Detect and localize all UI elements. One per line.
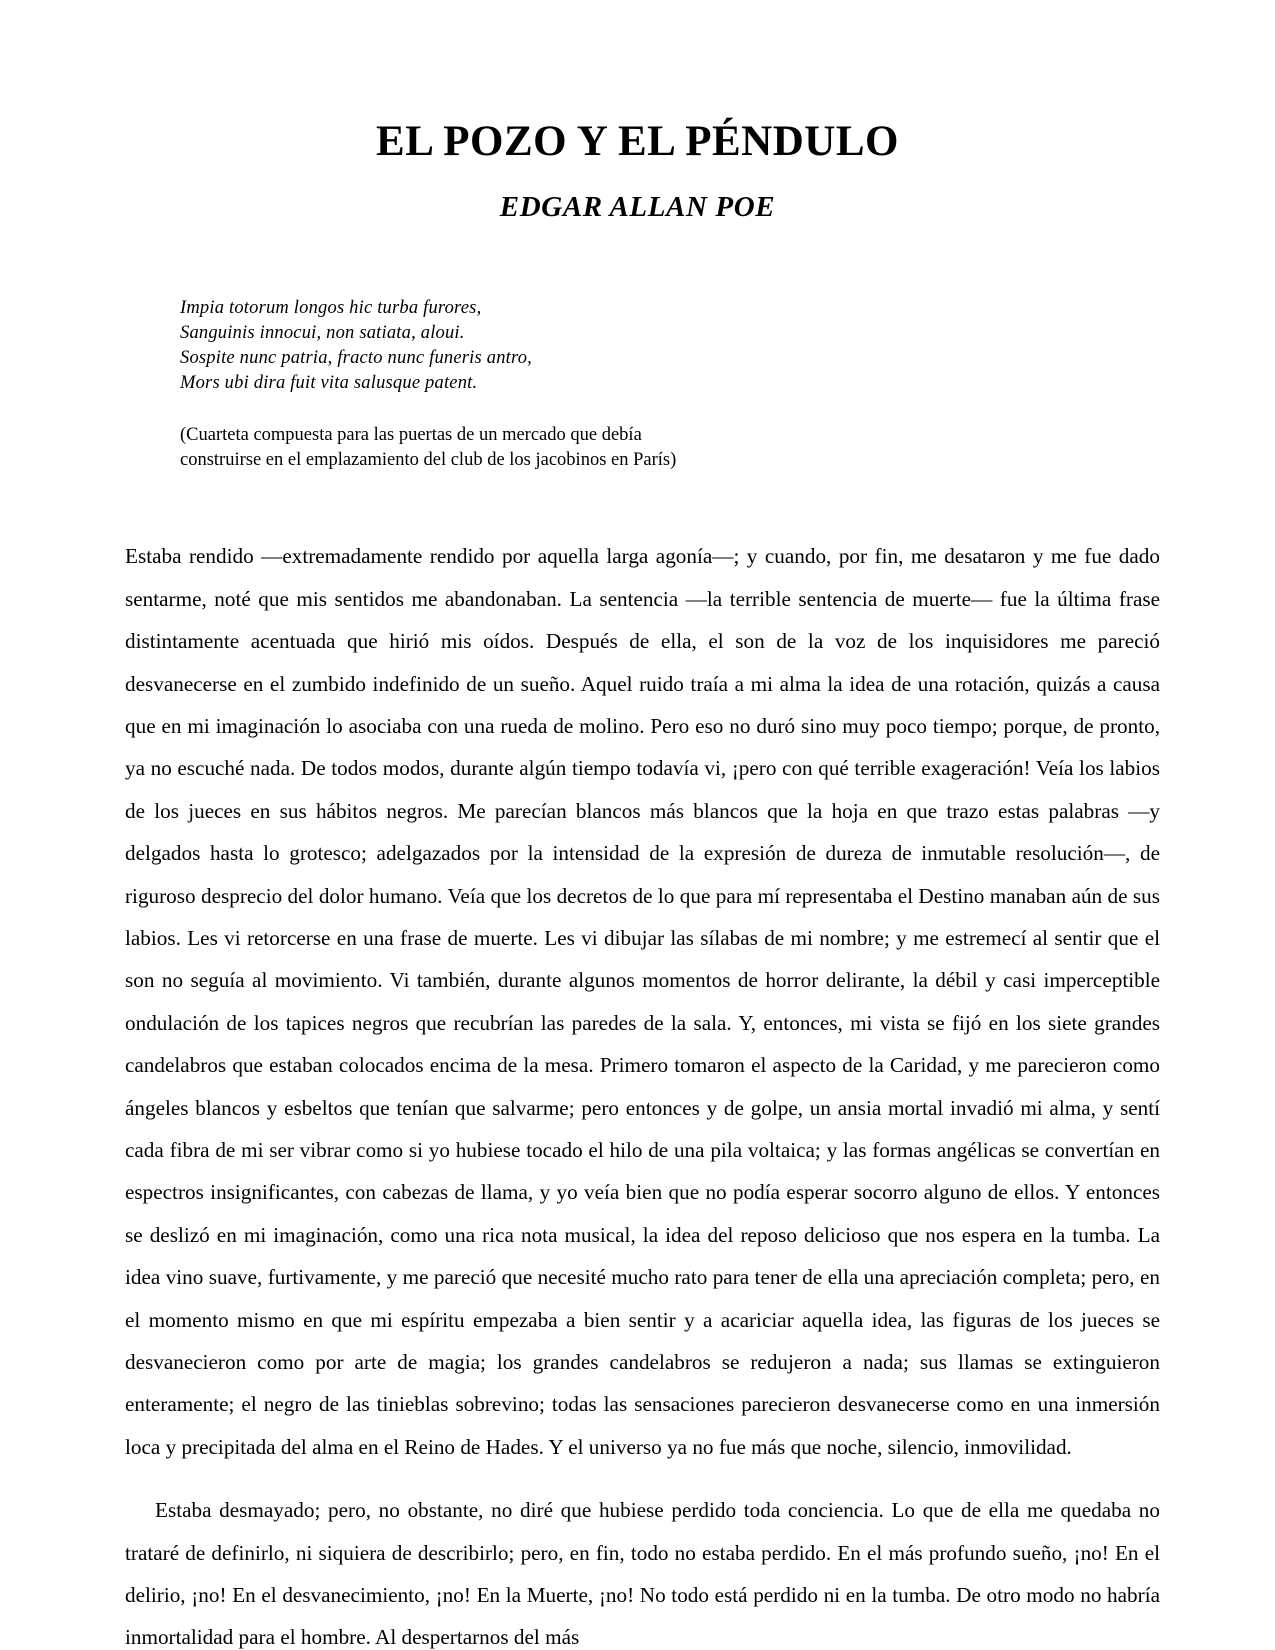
paragraph: Estaba desmayado; pero, no obstante, no diré que hubiese perdido toda conciencia. Lo que de ella me quedaba no trataré de definirlo, ni siquiera de describirlo; pero, en fin, todo no estaba perdido. En el más profundo sueño, ¡no! En el delirio, ¡no! En el desvanecimiento, ¡no! En la Muerte, ¡no! No todo está perdido ni en la tumba. De otro modo no habría inmortalidad para el hombre. Al despertarnos del más bbox=[125, 1498, 1160, 1650]
epigraph-note-line: construirse en el emplazamiento del club de los jacobinos en París) bbox=[180, 450, 677, 471]
epigraph-line: Impia totorum longos hic turba furores, bbox=[180, 298, 482, 319]
epigraph-block bbox=[180, 296, 880, 473]
epigraph-note bbox=[180, 423, 880, 473]
page-title: EL POZO Y EL PÉNDULO bbox=[376, 118, 899, 165]
epigraph-note-line: (Cuarteta compuesta para las puertas de un mercado que debía bbox=[180, 425, 642, 446]
paragraph: Estaba rendido —extremadamente rendido por aquella larga agonía—; y cuando, por fin, me desataron y me fue dado sentarme, noté que mis sentidos me abandonaban. La sentencia —la terrible sentencia de muerte— fue la última frase distintamente acentuada que hirió mis oídos. Después de ella, el son de la voz de los inquisidores me pareció desvanecerse en el zumbido indefinido de un sueño. Aquel ruido traía a mi alma la idea de una rotación, quizás a causa que en mi imaginación lo asociaba con una rueda de molino. Pero eso no duró sino muy poco tiempo; porque, de pronto, ya no escuché nada. De todos modos, durante algún tiempo todavía vi, ¡pero con qué terrible exageración! Veía los labios de los jueces en sus hábitos negros. Me parecían blancos más blancos que la hoja en que trazo estas palabras —y delgados hasta lo grotesco; adelgazados por la intensidad de la expresión de dureza de inmutable resolución—, de riguroso desprecio del dolor humano. Veía que los decretos de lo que para mí representaba el Destino manaban aún de sus labios. Les vi retorcerse en una frase de muerte. Les vi dibujar las sílabas de mi nombre; y me estremecí al sentir que el son no seguía al movimiento. Vi también, durante algunos momentos de horror delirante, la débil y casi imperceptible ondulación de los tapices negros que recubrían las paredes de la sala. Y, entonces, mi vista se fijó en los siete grandes candelabros que estaban colocados encima de la mesa. Primero tomaron el aspecto de la Caridad, y me parecieron como ángeles blancos y esbeltos que tenían que salvarme; pero entonces y de golpe, un ansia mortal invadió mi alma, y sentí cada fibra de mi ser vibrar como si yo hubiese tocado el hilo de una pila voltaica; y las formas angélicas se convertían en espectros insignificantes, con cabezas de llama, y yo veía bien que no podía esperar socorro alguno de ellos. Y entonces se deslizó en mi imaginación, como una rica nota musical, la idea del reposo delicioso que nos espera en la tumba. La idea vino suave, furtivamente, y me pareció que necesité mucho rato para tener de ella una apreciación completa; pero, en el momento mismo en que mi espíritu empezaba a bien sentir y a acariciar aquella idea, las figuras de los jueces se desvanecieron como por arte de magia; los grandes candelabros se redujeron a nada; sus llamas se extinguieron enteramente; el negro de las tinieblas sobrevino; todas las sensaciones parecieron desvanecerse como en una inmersión loca y precipitada del alma en el Reino de Hades. Y el universo ya no fue más que noche, silencio, inmovilidad. bbox=[125, 544, 1160, 1459]
body-text bbox=[125, 535, 1160, 1650]
epigraph-line: Sospite nunc patria, fracto nunc funeris antro, bbox=[180, 348, 532, 369]
epigraph-line: Mors ubi dira fuit vita salusque patent. bbox=[180, 373, 478, 394]
title-block bbox=[0, 0, 1275, 224]
epigraph-line: Sanguinis innocui, non satiata, aloui. bbox=[180, 323, 465, 344]
author-name: EDGAR ALLAN POE bbox=[499, 191, 776, 224]
